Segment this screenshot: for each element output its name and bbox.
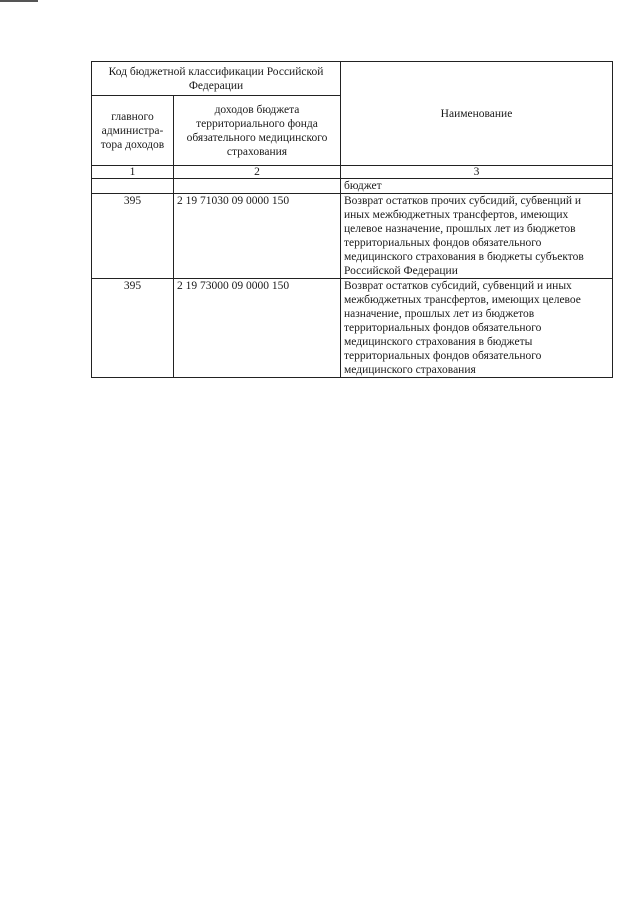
header-name-column: Наименование (341, 62, 613, 166)
column-number: 3 (341, 166, 613, 179)
admin-code-cell: 395 (92, 194, 174, 279)
table-row (92, 279, 613, 378)
column-number-row (92, 166, 613, 179)
admin-code-cell (92, 179, 174, 194)
header-group-title: Код бюджетной классификации Российской Федерации (92, 62, 341, 96)
table-row (92, 179, 613, 194)
budget-classification-table (91, 61, 613, 378)
column-number: 1 (92, 166, 174, 179)
admin-code-cell: 395 (92, 279, 174, 378)
scan-edge-mark (0, 0, 38, 2)
income-code-cell: 2 19 71030 09 0000 150 (174, 194, 341, 279)
column-number: 2 (174, 166, 341, 179)
header-admin-column: главного администра-тора доходов (92, 96, 174, 166)
table-row (92, 194, 613, 279)
name-cell: Возврат остатков прочих субсидий, субвенций и иных межбюджетных трансфертов, имеющих целевое назначение, прошлых лет из бюджетов территориальных фондов обязательного медицинского страхования в бюджеты субъектов Российской Федерации (341, 194, 613, 279)
income-code-cell: 2 19 73000 09 0000 150 (174, 279, 341, 378)
name-cell: бюджет (341, 179, 613, 194)
income-code-cell (174, 179, 341, 194)
header-income-column: доходов бюджета территориального фонда обязательного медицинского страхования (174, 96, 341, 166)
name-cell: Возврат остатков субсидий, субвенций и иных межбюджетных трансфертов, имеющих целевое назначение, прошлых лет из бюджетов территориальных фондов обязательного медицинского страхования в бюджеты территориальных фондов обязательного медицинского страхования (341, 279, 613, 378)
